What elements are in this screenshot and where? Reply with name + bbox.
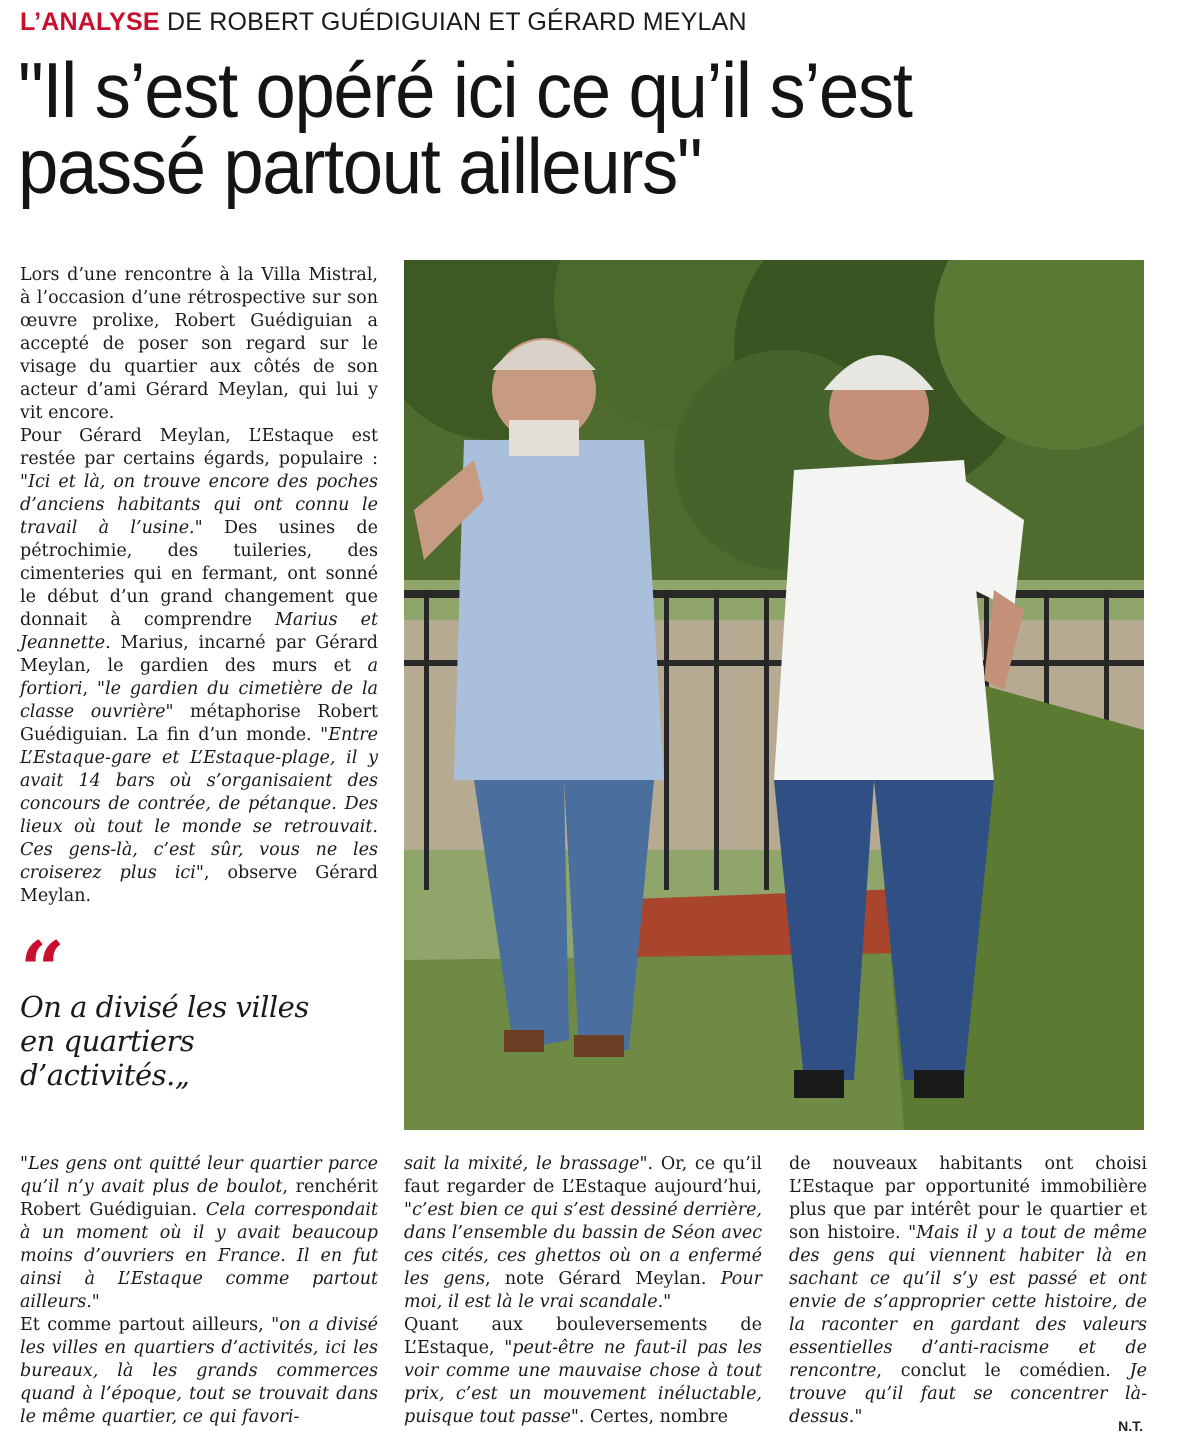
body-paragraph-1: "Les gens ont quitté leur quartier parce qu’il n’y avait plus de boulot, renchérit Robert Guédiguian. Cela correspondait à un moment où il y avait beaucoup moins d’ouvriers en France. Il en fut ainsi à L’Estaque comme partout ailleurs." [20,1154,379,1312]
body-paragraph-3: sait la mixité, le brassage". Or, ce qu’il faut regarder de L’Estaque aujourd’hui, "c’est bien ce qui s’est dessiné derrière, dans l’ensemble du bassin de Séon avec ces cités, ces ghettos où on a enfermé les gens, note Gérard Meylan. Pour moi, il est là le vrai scandale." [404,1154,762,1312]
body-column-3 [789,1153,1147,1429]
intro-column [20,264,378,908]
headline: "Il s’est opéré ici ce qu’il s’est passé partout ailleurs" [18,46,912,210]
body-column-1 [20,1153,378,1429]
kicker-label: L’ANALYSE [20,8,160,36]
quote-mark: “ [20,925,65,1016]
article-photo [404,260,1144,1130]
body-paragraph-4: Quant aux bouleversements de L’Estaque, "peut-être ne faut-il pas les voir comme une mauvaise chose à tout prix, c’est un mouvement inéluctable, puisque tout passe". Certes, nombre [404,1315,762,1427]
body-column-2 [404,1153,762,1429]
body-paragraph-5: de nouveaux habitants ont choisi L’Estaque par opportunité immobilière plus que par intérêt pour le quartier et son histoire. "Mais il y a tout de même des gens qui viennent habiter là en sachant ce qu’il s’y est passé et ont envie de s’approprier cette histoire, de la raconter en gardant des valeurs essentielles d’anti-racisme et de rencontre, conclut le comédien. Je trouve qu’il faut se concentrer là-dessus." [789,1154,1147,1427]
kicker-authors: DE ROBERT GUÉDIGUIAN ET GÉRARD MEYLAN [166,8,747,36]
intro-paragraph-2: Pour Gérard Meylan, L’Estaque est restée par certains égards, populaire : "Ici et là, on trouve encore des poches d’anciens habitants qui ont connu le travail à l’usine." Des usines de pétrochimie, des tuileries, des cimenteries qui en fermant, ont sonné le début d’un grand changement que donnait à comprendre Marius et Jeannette. Marius, incarné par Gérard Meylan, le gardien des murs et a fortiori, "le gardien du cimetière de la classe ouvrière" métaphorise Robert Guédiguian. La fin d’un monde. "Entre L’Estaque-gare et L’Estaque-plage, il y avait 14 bars où s’organisaient des concours de contrée, de pétanque. Des lieux où tout le monde se retrouvait. Ces gens-là, c’est sûr, vous ne les croiserez plus ici", observe Gérard Meylan. [20,426,378,906]
body-paragraph-2: Et comme partout ailleurs, "on a divisé les villes en quartiers d’activités, ici les bureaux, là les grands commerces quand à l’époque, tout se trouvait dans le même quartier, ce qui favori- [20,1315,378,1427]
pull-quote: On a divisé les villes en quartiers d’activités.„ [20,990,309,1092]
intro-paragraph-1: Lors d’une rencontre à la Villa Mistral, à l’occasion d’une rétrospective sur son œuvre prolixe, Robert Guédiguian a accepté de poser son regard sur le visage du quartier aux côtés de son acteur d’ami Gérard Meylan, qui lui y vit encore. [20,265,378,423]
author-signature: N.T. [1118,1418,1143,1434]
kicker [20,8,747,37]
